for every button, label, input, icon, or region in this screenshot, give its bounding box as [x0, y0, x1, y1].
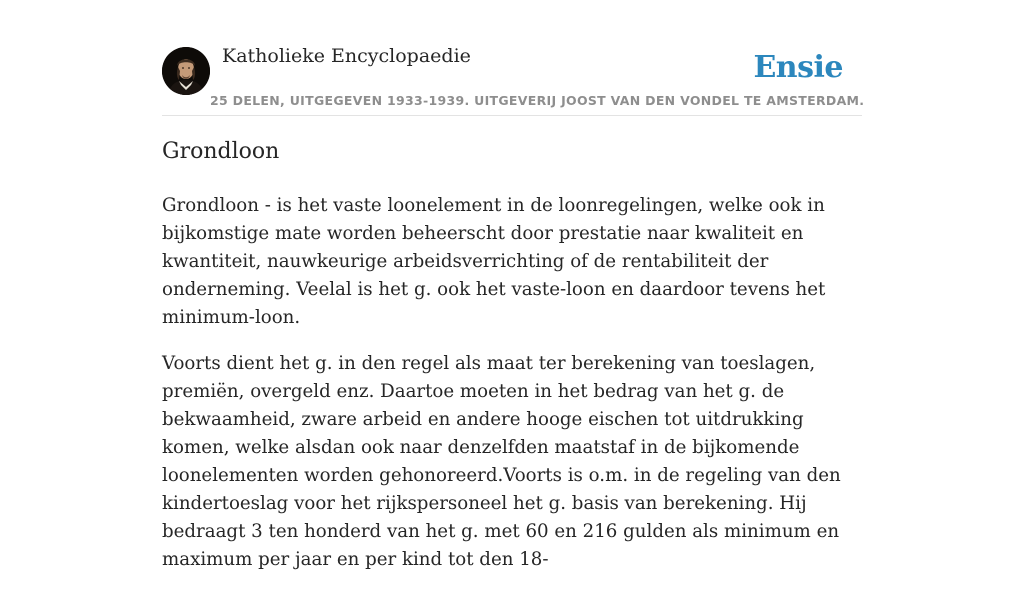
portrait-avatar-icon[interactable] — [162, 47, 210, 95]
entry-paragraph: Voorts dient het g. in den regel als maat ter berekening van toeslagen, premiën, overgeld enz. Daartoe moeten in het bedrag van het g. de bekwaamheid, zware arbeid en andere hooge eischen tot uitdrukking komen, welke alsdan ook naar denzelfden maatstaf in de bijkomende loonelementen worden gehonoreerd.Voorts is o.m. in de regeling van den kindertoeslag voor het rijkspersoneel het g. basis van berekening. Hij bedraagt 3 ten honderd van het g. met 60 en 216 gulden als minimum en maximum per jaar en per kind tot den 18- — [162, 353, 841, 570]
entry-title: Grondloon — [162, 139, 280, 164]
source-subtitle: 25 DELEN, UITGEGEVEN 1933-1939. UITGEVERIJ JOOST VAN DEN VONDEL TE AMSTERDAM. — [210, 93, 865, 108]
page — [162, 0, 865, 570]
header — [162, 0, 865, 116]
brand-logo[interactable]: Ensie — [753, 50, 843, 85]
source-title[interactable]: Katholieke Encyclopaedie — [222, 45, 471, 67]
entry-paragraph: Grondloon - is het vaste loonelement in de loonregelingen, welke ook in bijkomstige mate worden beheerscht door prestatie naar kwaliteit en kwantiteit, nauwkeurige arbeidsverrichting of de rentabiliteit der onderneming. Veelal is het g. ook het vaste-loon en daardoor tevens het minimum-loon. — [162, 195, 826, 328]
entry-body — [162, 192, 862, 592]
